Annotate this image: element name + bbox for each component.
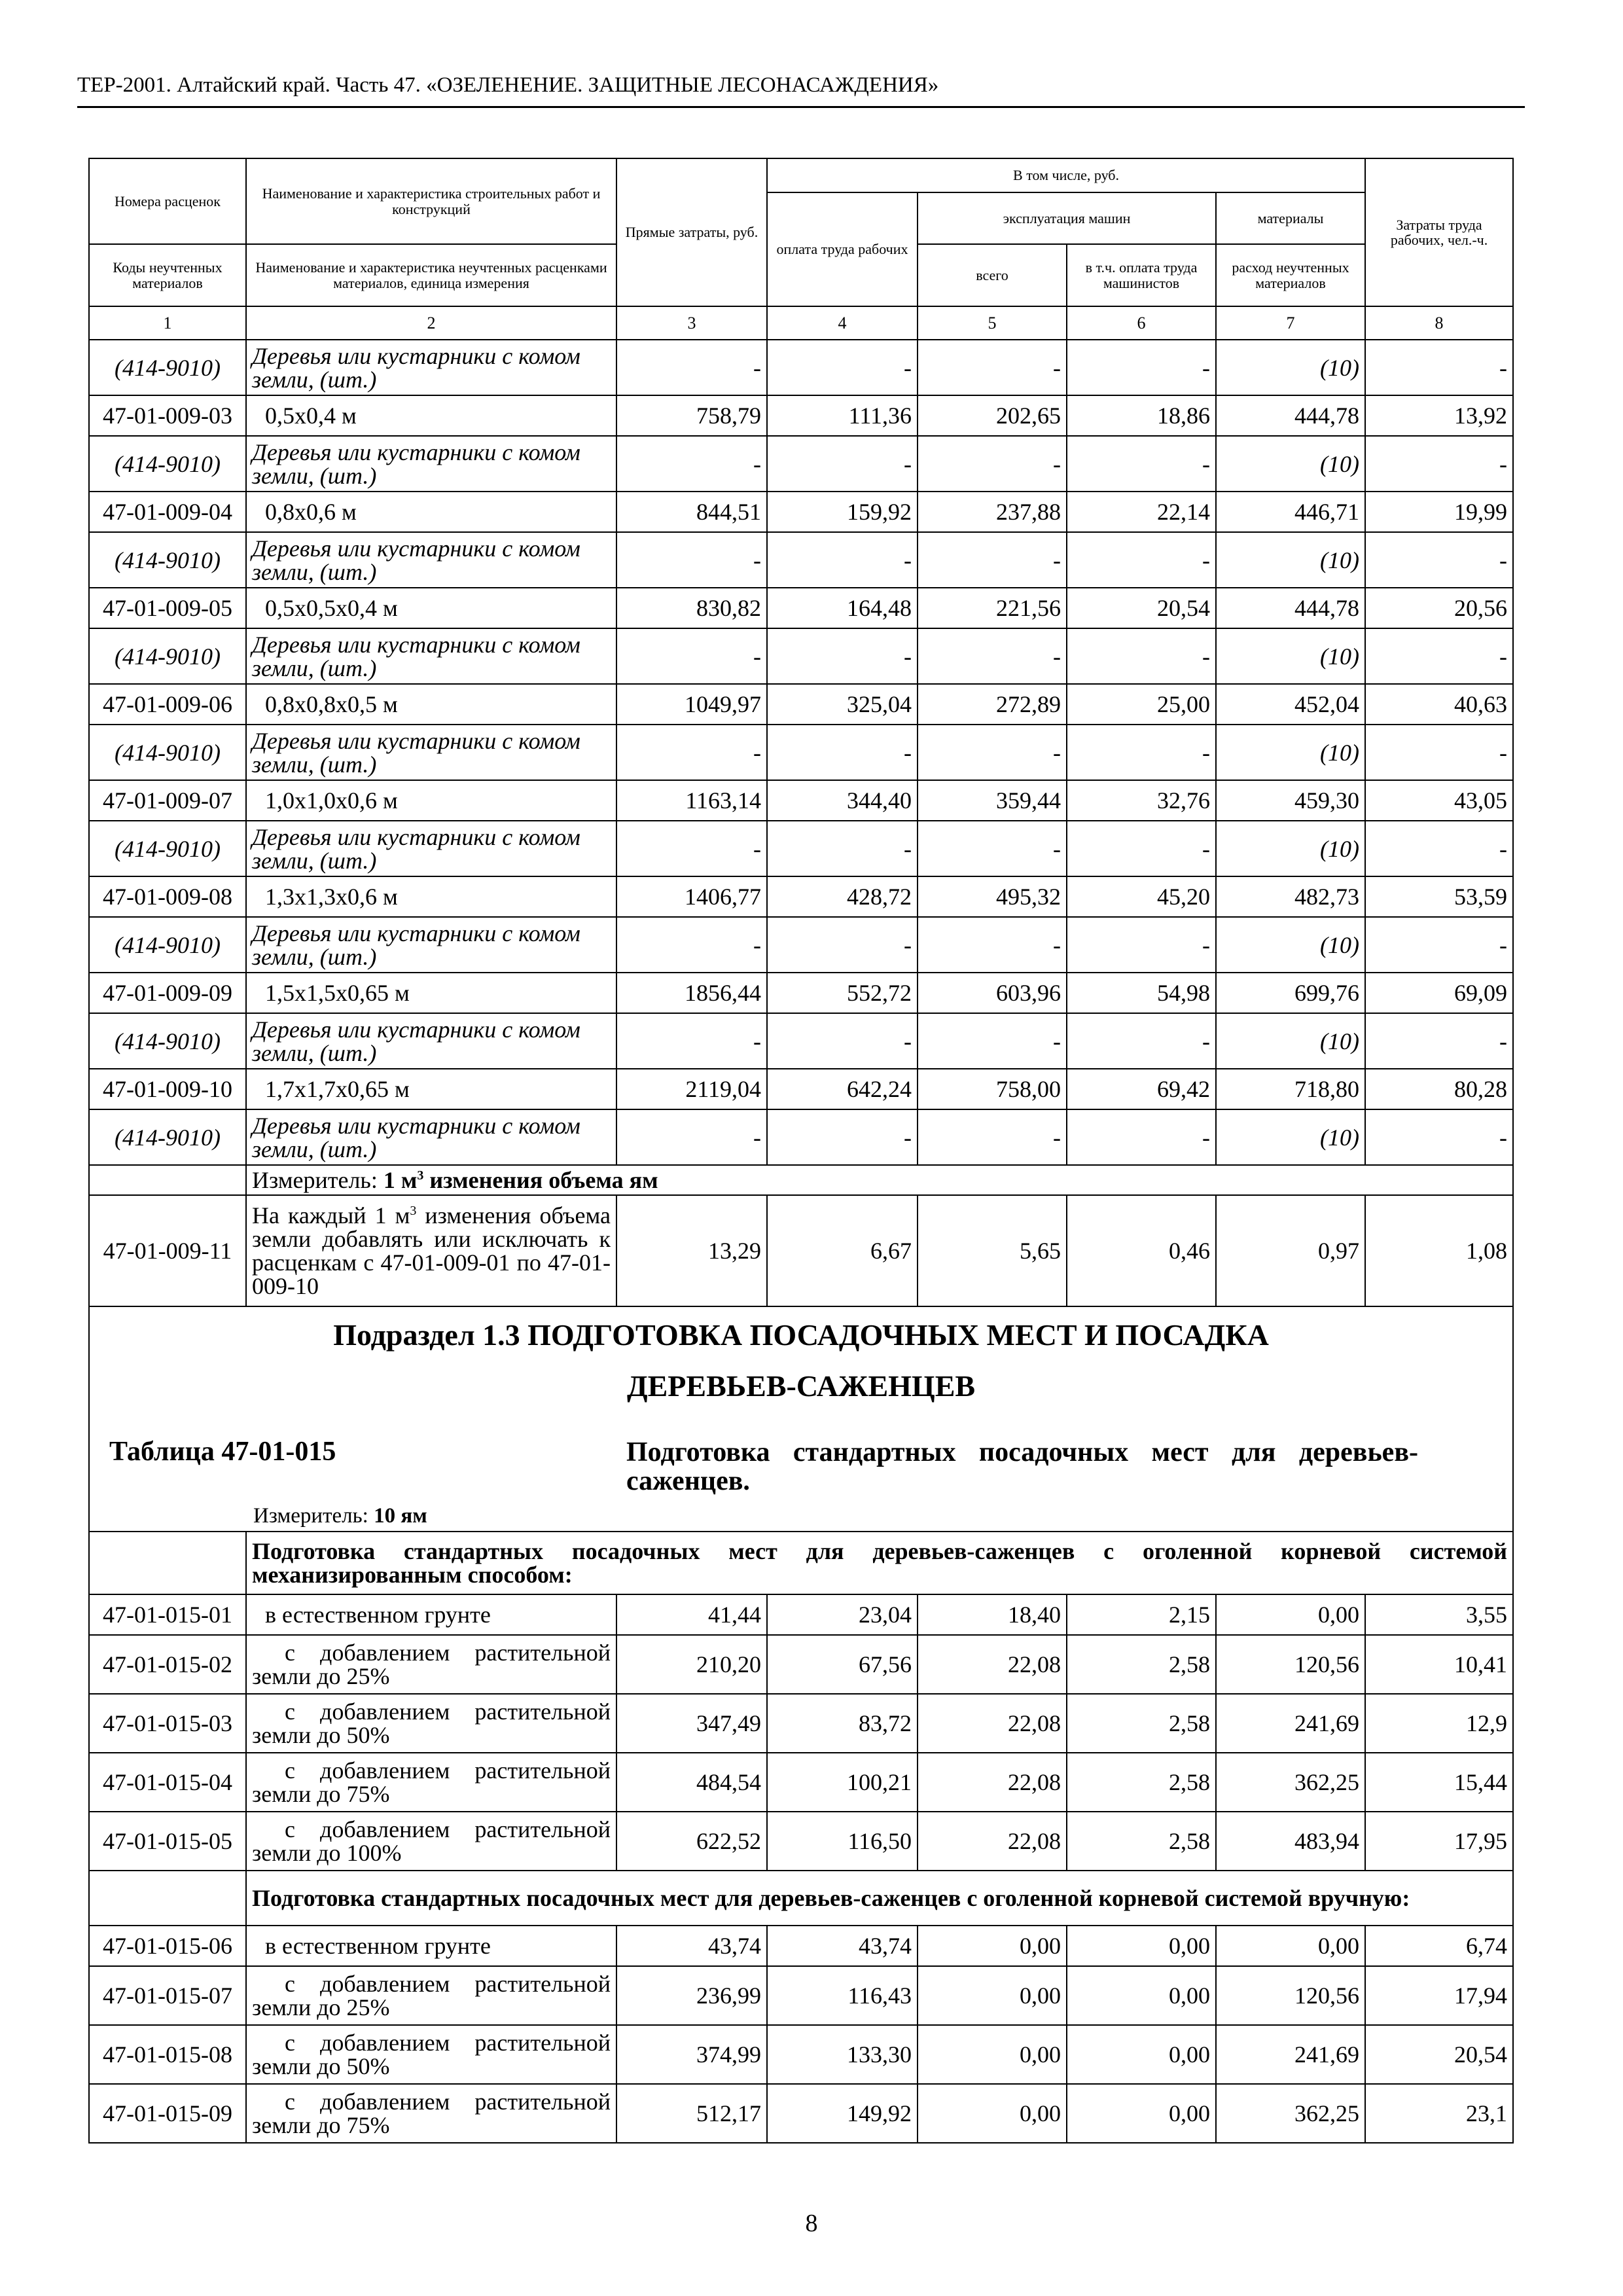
labor-hours: 17,94 bbox=[1365, 1966, 1513, 2025]
material-row bbox=[89, 821, 1513, 876]
material-value: - bbox=[918, 821, 1067, 876]
col-header-machines: эксплуатация машин bbox=[918, 192, 1216, 244]
rate-code: 47-01-009-09 bbox=[89, 973, 246, 1013]
machines-total: 0,00 bbox=[918, 1926, 1067, 1966]
table-title-block bbox=[90, 1438, 1512, 1496]
table-row bbox=[89, 1594, 1513, 1635]
machines-total: 22,08 bbox=[918, 1635, 1067, 1694]
machines-total: 359,44 bbox=[918, 780, 1067, 821]
material-value: - bbox=[1067, 725, 1216, 780]
labor-pay: 116,43 bbox=[767, 1966, 918, 2025]
materials: 452,04 bbox=[1216, 684, 1365, 725]
material-qty: (10) bbox=[1216, 340, 1365, 395]
labor-pay: 67,56 bbox=[767, 1635, 918, 1694]
rate-name: 0,5x0,5x0,4 м bbox=[246, 588, 616, 628]
table-row bbox=[89, 1926, 1513, 1966]
machinist-pay: 25,00 bbox=[1067, 684, 1216, 725]
material-name: Деревья или кустарники с комом земли, (шт.) bbox=[246, 628, 616, 684]
machines-total: 22,08 bbox=[918, 1753, 1067, 1812]
column-number: 3 bbox=[616, 306, 767, 340]
table-row bbox=[89, 1753, 1513, 1812]
rate-code: 47-01-015-05 bbox=[89, 1812, 246, 1871]
column-number-row bbox=[89, 306, 1513, 340]
direct-cost: 347,49 bbox=[616, 1694, 767, 1753]
material-value: - bbox=[1365, 436, 1513, 492]
machines-total: 22,08 bbox=[918, 1694, 1067, 1753]
material-value: - bbox=[918, 532, 1067, 588]
labor-hours: 13,92 bbox=[1365, 395, 1513, 436]
material-value: - bbox=[1067, 1109, 1216, 1165]
material-value: - bbox=[1067, 1013, 1216, 1069]
column-number: 5 bbox=[918, 306, 1067, 340]
material-code: (414-9010) bbox=[89, 725, 246, 780]
material-name: Деревья или кустарники с комом земли, (шт.) bbox=[246, 1109, 616, 1165]
rate-name: 1,0x1,0x0,6 м bbox=[246, 780, 616, 821]
rate-name: в естественном грунте bbox=[246, 1926, 616, 1966]
rate-code: 47-01-009-11 bbox=[89, 1195, 246, 1306]
table-row-009-11 bbox=[89, 1195, 1513, 1306]
labor-hours: 17,95 bbox=[1365, 1812, 1513, 1871]
material-name: Деревья или кустарники с комом земли, (шт.) bbox=[246, 1013, 616, 1069]
machinist-pay: 0,00 bbox=[1067, 1926, 1216, 1966]
material-row bbox=[89, 436, 1513, 492]
empty-cell bbox=[89, 1165, 246, 1195]
rate-code: 47-01-009-05 bbox=[89, 588, 246, 628]
materials: 241,69 bbox=[1216, 2025, 1365, 2084]
material-value: - bbox=[918, 1013, 1067, 1069]
col-header-labor-hours: Затраты труда рабочих, чел.-ч. bbox=[1365, 158, 1513, 306]
material-code: (414-9010) bbox=[89, 1013, 246, 1069]
machines-total: 603,96 bbox=[918, 973, 1067, 1013]
direct-cost: 622,52 bbox=[616, 1812, 767, 1871]
col-header-labor-pay: оплата труда рабочих bbox=[767, 192, 918, 306]
machines-total: 758,00 bbox=[918, 1069, 1067, 1109]
labor-hours: 1,08 bbox=[1365, 1195, 1513, 1306]
rate-code: 47-01-015-06 bbox=[89, 1926, 246, 1966]
table-row bbox=[89, 1694, 1513, 1753]
material-value: - bbox=[767, 1109, 918, 1165]
col-header-material-name: Наименование и характеристика неучтенных расценками материалов, единица измерения bbox=[246, 244, 616, 306]
material-value: - bbox=[1067, 917, 1216, 973]
direct-cost: 2119,04 bbox=[616, 1069, 767, 1109]
machinist-pay: 2,58 bbox=[1067, 1753, 1216, 1812]
rate-code: 47-01-015-04 bbox=[89, 1753, 246, 1812]
labor-hours: 69,09 bbox=[1365, 973, 1513, 1013]
column-number: 7 bbox=[1216, 306, 1365, 340]
material-code: (414-9010) bbox=[89, 628, 246, 684]
rate-code: 47-01-009-07 bbox=[89, 780, 246, 821]
labor-pay: 552,72 bbox=[767, 973, 918, 1013]
labor-pay: 149,92 bbox=[767, 2084, 918, 2143]
material-value: - bbox=[1365, 725, 1513, 780]
column-number: 2 bbox=[246, 306, 616, 340]
direct-cost: 1163,14 bbox=[616, 780, 767, 821]
labor-pay: 43,74 bbox=[767, 1926, 918, 1966]
rate-name: 0,8x0,6 м bbox=[246, 492, 616, 532]
labor-pay: 6,67 bbox=[767, 1195, 918, 1306]
material-value: - bbox=[1067, 532, 1216, 588]
material-value: - bbox=[616, 1109, 767, 1165]
labor-hours: 43,05 bbox=[1365, 780, 1513, 821]
materials: 699,76 bbox=[1216, 973, 1365, 1013]
materials: 482,73 bbox=[1216, 876, 1365, 917]
labor-pay: 159,92 bbox=[767, 492, 918, 532]
page-header: ТЕР-2001. Алтайский край. Часть 47. «ОЗЕЛЕНЕНИЕ. ЗАЩИТНЫЕ ЛЕСОНАСАЖДЕНИЯ» bbox=[77, 73, 939, 97]
labor-hours: 53,59 bbox=[1365, 876, 1513, 917]
direct-cost: 830,82 bbox=[616, 588, 767, 628]
table-title: Подготовка стандартных посадочных мест для деревьев-саженцев. bbox=[626, 1437, 1418, 1497]
labor-pay: 100,21 bbox=[767, 1753, 918, 1812]
labor-pay: 344,40 bbox=[767, 780, 918, 821]
rate-name: 0,8x0,8x0,5 м bbox=[246, 684, 616, 725]
table-row bbox=[89, 973, 1513, 1013]
labor-pay: 23,04 bbox=[767, 1594, 918, 1635]
material-value: - bbox=[616, 1013, 767, 1069]
group-title: Подготовка стандартных посадочных мест для деревьев-саженцев с оголенной корневой системой вручную: bbox=[246, 1871, 1513, 1926]
rate-name: 1,5x1,5x0,65 м bbox=[246, 973, 616, 1013]
labor-hours: 6,74 bbox=[1365, 1926, 1513, 1966]
material-value: - bbox=[1365, 628, 1513, 684]
direct-cost: 484,54 bbox=[616, 1753, 767, 1812]
labor-pay: 325,04 bbox=[767, 684, 918, 725]
column-number: 8 bbox=[1365, 306, 1513, 340]
labor-pay: 164,48 bbox=[767, 588, 918, 628]
measure-unit-volume: Измеритель: 1 $м^3$ изменения объема ям bbox=[246, 1165, 1513, 1195]
labor-pay: 116,50 bbox=[767, 1812, 918, 1871]
machinist-pay: 2,58 bbox=[1067, 1694, 1216, 1753]
material-value: - bbox=[918, 628, 1067, 684]
machines-total: 0,00 bbox=[918, 1966, 1067, 2025]
column-number: 6 bbox=[1067, 306, 1216, 340]
materials: 483,94 bbox=[1216, 1812, 1365, 1871]
col-header-rate-numbers: Номера расценок bbox=[89, 158, 246, 244]
materials: 0,97 bbox=[1216, 1195, 1365, 1306]
material-value: - bbox=[918, 436, 1067, 492]
measure-unit-pits: Измеритель: 10 ям bbox=[253, 1503, 427, 1528]
materials: 0,00 bbox=[1216, 1594, 1365, 1635]
material-row bbox=[89, 628, 1513, 684]
material-value: - bbox=[767, 725, 918, 780]
direct-cost: 1049,97 bbox=[616, 684, 767, 725]
direct-cost: 374,99 bbox=[616, 2025, 767, 2084]
material-value: - bbox=[1067, 340, 1216, 395]
labor-hours: 12,9 bbox=[1365, 1694, 1513, 1753]
machines-total: 22,08 bbox=[918, 1812, 1067, 1871]
material-qty: (10) bbox=[1216, 436, 1365, 492]
direct-cost: 844,51 bbox=[616, 492, 767, 532]
material-value: - bbox=[767, 1013, 918, 1069]
material-value: - bbox=[1365, 532, 1513, 588]
material-value: - bbox=[1067, 436, 1216, 492]
labor-pay: 133,30 bbox=[767, 2025, 918, 2084]
material-code: (414-9010) bbox=[89, 340, 246, 395]
rate-name: в естественном грунте bbox=[246, 1594, 616, 1635]
machines-total: 18,40 bbox=[918, 1594, 1067, 1635]
materials: 362,25 bbox=[1216, 2084, 1365, 2143]
machinist-pay: 22,14 bbox=[1067, 492, 1216, 532]
col-header-including: В том числе, руб. bbox=[767, 158, 1365, 192]
material-qty: (10) bbox=[1216, 821, 1365, 876]
column-number: 1 bbox=[89, 306, 246, 340]
material-value: - bbox=[1365, 1013, 1513, 1069]
rate-code: 47-01-015-09 bbox=[89, 2084, 246, 2143]
machines-total: 495,32 bbox=[918, 876, 1067, 917]
materials: 362,25 bbox=[1216, 1753, 1365, 1812]
machinist-pay: 54,98 bbox=[1067, 973, 1216, 1013]
material-qty: (10) bbox=[1216, 628, 1365, 684]
table-row bbox=[89, 684, 1513, 725]
rate-name: с добавлением растительной земли до 50% bbox=[246, 2025, 616, 2084]
material-qty: (10) bbox=[1216, 1013, 1365, 1069]
direct-cost: 43,74 bbox=[616, 1926, 767, 1966]
material-value: - bbox=[616, 628, 767, 684]
material-value: - bbox=[767, 821, 918, 876]
rate-name: с добавлением растительной земли до 100% bbox=[246, 1812, 616, 1871]
material-value: - bbox=[1365, 1109, 1513, 1165]
material-qty: (10) bbox=[1216, 1109, 1365, 1165]
machinist-pay: 45,20 bbox=[1067, 876, 1216, 917]
labor-hours: 20,56 bbox=[1365, 588, 1513, 628]
material-value: - bbox=[1365, 917, 1513, 973]
material-row bbox=[89, 532, 1513, 588]
materials: 718,80 bbox=[1216, 1069, 1365, 1109]
rate-code: 47-01-015-08 bbox=[89, 2025, 246, 2084]
labor-pay: 428,72 bbox=[767, 876, 918, 917]
material-qty: (10) bbox=[1216, 917, 1365, 973]
rate-code: 47-01-015-03 bbox=[89, 1694, 246, 1753]
material-name: Деревья или кустарники с комом земли, (шт.) bbox=[246, 725, 616, 780]
empty-cell bbox=[89, 1532, 246, 1594]
material-row bbox=[89, 917, 1513, 973]
direct-cost: 210,20 bbox=[616, 1635, 767, 1694]
material-row bbox=[89, 725, 1513, 780]
direct-cost: 758,79 bbox=[616, 395, 767, 436]
machinist-pay: 32,76 bbox=[1067, 780, 1216, 821]
material-name: Деревья или кустарники с комом земли, (шт.) bbox=[246, 532, 616, 588]
direct-cost: 1406,77 bbox=[616, 876, 767, 917]
machines-total: 0,00 bbox=[918, 2084, 1067, 2143]
labor-hours: 23,1 bbox=[1365, 2084, 1513, 2143]
labor-hours: 19,99 bbox=[1365, 492, 1513, 532]
labor-hours: 3,55 bbox=[1365, 1594, 1513, 1635]
labor-hours: 80,28 bbox=[1365, 1069, 1513, 1109]
direct-cost: 13,29 bbox=[616, 1195, 767, 1306]
machinist-pay: 0,46 bbox=[1067, 1195, 1216, 1306]
col-header-material-usage: расход неучтенных материалов bbox=[1216, 244, 1365, 306]
machinist-pay: 0,00 bbox=[1067, 1966, 1216, 2025]
materials: 0,00 bbox=[1216, 1926, 1365, 1966]
rate-name: с добавлением растительной земли до 50% bbox=[246, 1694, 616, 1753]
machines-total: 237,88 bbox=[918, 492, 1067, 532]
material-value: - bbox=[918, 340, 1067, 395]
material-name: Деревья или кустарники с комом земли, (шт.) bbox=[246, 917, 616, 973]
rate-code: 47-01-009-08 bbox=[89, 876, 246, 917]
machinist-pay: 0,00 bbox=[1067, 2025, 1216, 2084]
rate-code: 47-01-015-07 bbox=[89, 1966, 246, 2025]
materials: 446,71 bbox=[1216, 492, 1365, 532]
machinist-pay: 18,86 bbox=[1067, 395, 1216, 436]
machines-total: 221,56 bbox=[918, 588, 1067, 628]
table-row bbox=[89, 1966, 1513, 2025]
price-table bbox=[88, 158, 1514, 2144]
machinist-pay: 2,58 bbox=[1067, 1635, 1216, 1694]
rate-name: с добавлением растительной земли до 25% bbox=[246, 1966, 616, 2025]
table-row bbox=[89, 1812, 1513, 1871]
subsection-cell bbox=[89, 1306, 1513, 1532]
table-row bbox=[89, 588, 1513, 628]
material-value: - bbox=[616, 821, 767, 876]
rate-code: 47-01-015-02 bbox=[89, 1635, 246, 1694]
group-header-mechanized bbox=[89, 1532, 1513, 1594]
material-value: - bbox=[918, 917, 1067, 973]
col-header-work-name: Наименование и характеристика строительных работ и конструкций bbox=[246, 158, 616, 244]
rate-name: На каждый 1 $м^3$ изменения объема земли добавлять или исключать к расценкам с 47-01-009-01 по 47-01-009-10 bbox=[246, 1195, 616, 1306]
table-row bbox=[89, 1635, 1513, 1694]
material-row bbox=[89, 1013, 1513, 1069]
rate-name: 1,7x1,7x0,65 м bbox=[246, 1069, 616, 1109]
material-value: - bbox=[767, 436, 918, 492]
materials: 241,69 bbox=[1216, 1694, 1365, 1753]
materials: 444,78 bbox=[1216, 395, 1365, 436]
material-value: - bbox=[616, 532, 767, 588]
rate-code: 47-01-009-10 bbox=[89, 1069, 246, 1109]
rate-code: 47-01-009-03 bbox=[89, 395, 246, 436]
group-title: Подготовка стандартных посадочных мест для деревьев-саженцев с оголенной корневой системой механизированным способом: bbox=[246, 1532, 1513, 1594]
direct-cost: 236,99 bbox=[616, 1966, 767, 2025]
material-value: - bbox=[1067, 628, 1216, 684]
rate-name: с добавлением растительной земли до 25% bbox=[246, 1635, 616, 1694]
labor-pay: 83,72 bbox=[767, 1694, 918, 1753]
labor-pay: 111,36 bbox=[767, 395, 918, 436]
rate-name: с добавлением растительной земли до 75% bbox=[246, 1753, 616, 1812]
material-value: - bbox=[918, 725, 1067, 780]
machines-total: 0,00 bbox=[918, 2025, 1067, 2084]
material-row bbox=[89, 1109, 1513, 1165]
material-row bbox=[89, 340, 1513, 395]
material-name: Деревья или кустарники с комом земли, (шт.) bbox=[246, 340, 616, 395]
material-value: - bbox=[1067, 821, 1216, 876]
empty-cell bbox=[89, 1871, 246, 1926]
material-code: (414-9010) bbox=[89, 532, 246, 588]
group-header-manual bbox=[89, 1871, 1513, 1926]
material-value: - bbox=[918, 1109, 1067, 1165]
direct-cost: 41,44 bbox=[616, 1594, 767, 1635]
material-name: Деревья или кустарники с комом земли, (шт.) bbox=[246, 436, 616, 492]
table-row bbox=[89, 2025, 1513, 2084]
labor-hours: 40,63 bbox=[1365, 684, 1513, 725]
table-row bbox=[89, 395, 1513, 436]
machines-total: 5,65 bbox=[918, 1195, 1067, 1306]
machinist-pay: 69,42 bbox=[1067, 1069, 1216, 1109]
direct-cost: 1856,44 bbox=[616, 973, 767, 1013]
col-header-machinist-pay: в т.ч. оплата труда машинистов bbox=[1067, 244, 1216, 306]
col-header-direct-costs: Прямые затраты, руб. bbox=[616, 158, 767, 306]
machinist-pay: 2,58 bbox=[1067, 1812, 1216, 1871]
col-header-materials: материалы bbox=[1216, 192, 1365, 244]
machinist-pay: 0,00 bbox=[1067, 2084, 1216, 2143]
machinist-pay: 2,15 bbox=[1067, 1594, 1216, 1635]
table-row bbox=[89, 1069, 1513, 1109]
subsection-title: Подраздел 1.3 ПОДГОТОВКА ПОСАДОЧНЫХ МЕСТ И ПОСАДКА ДЕРЕВЬЕВ-САЖЕНЦЕВ bbox=[333, 1318, 1269, 1403]
material-code: (414-9010) bbox=[89, 821, 246, 876]
material-value: - bbox=[767, 532, 918, 588]
col-header-material-codes: Коды неучтенных материалов bbox=[89, 244, 246, 306]
materials: 120,56 bbox=[1216, 1966, 1365, 2025]
material-value: - bbox=[616, 725, 767, 780]
labor-hours: 20,54 bbox=[1365, 2025, 1513, 2084]
header-rule bbox=[77, 106, 1525, 108]
rate-name: 1,3x1,3x0,6 м bbox=[246, 876, 616, 917]
labor-hours: 15,44 bbox=[1365, 1753, 1513, 1812]
rate-code: 47-01-009-04 bbox=[89, 492, 246, 532]
material-value: - bbox=[767, 340, 918, 395]
material-code: (414-9010) bbox=[89, 917, 246, 973]
table-label: Таблица 47-01-015 bbox=[109, 1437, 336, 1467]
labor-hours: 10,41 bbox=[1365, 1635, 1513, 1694]
table-row bbox=[89, 876, 1513, 917]
page-number: 8 bbox=[805, 2210, 818, 2237]
table-row bbox=[89, 2084, 1513, 2143]
column-number: 4 bbox=[767, 306, 918, 340]
material-code: (414-9010) bbox=[89, 1109, 246, 1165]
rate-name: 0,5x0,4 м bbox=[246, 395, 616, 436]
material-value: - bbox=[616, 340, 767, 395]
material-value: - bbox=[1365, 340, 1513, 395]
material-value: - bbox=[1365, 821, 1513, 876]
materials: 444,78 bbox=[1216, 588, 1365, 628]
material-value: - bbox=[767, 917, 918, 973]
material-value: - bbox=[616, 917, 767, 973]
material-qty: (10) bbox=[1216, 725, 1365, 780]
direct-cost: 512,17 bbox=[616, 2084, 767, 2143]
machines-total: 272,89 bbox=[918, 684, 1067, 725]
subsection-block bbox=[89, 1306, 1513, 1532]
materials: 120,56 bbox=[1216, 1635, 1365, 1694]
table-row bbox=[89, 492, 1513, 532]
table-row bbox=[89, 780, 1513, 821]
rate-name: с добавлением растительной земли до 75% bbox=[246, 2084, 616, 2143]
rate-code: 47-01-009-06 bbox=[89, 684, 246, 725]
labor-pay: 642,24 bbox=[767, 1069, 918, 1109]
rate-code: 47-01-015-01 bbox=[89, 1594, 246, 1635]
col-header-machines-total: всего bbox=[918, 244, 1067, 306]
machinist-pay: 20,54 bbox=[1067, 588, 1216, 628]
material-code: (414-9010) bbox=[89, 436, 246, 492]
material-qty: (10) bbox=[1216, 532, 1365, 588]
materials: 459,30 bbox=[1216, 780, 1365, 821]
machines-total: 202,65 bbox=[918, 395, 1067, 436]
material-value: - bbox=[616, 436, 767, 492]
material-value: - bbox=[767, 628, 918, 684]
material-name: Деревья или кустарники с комом земли, (шт.) bbox=[246, 821, 616, 876]
